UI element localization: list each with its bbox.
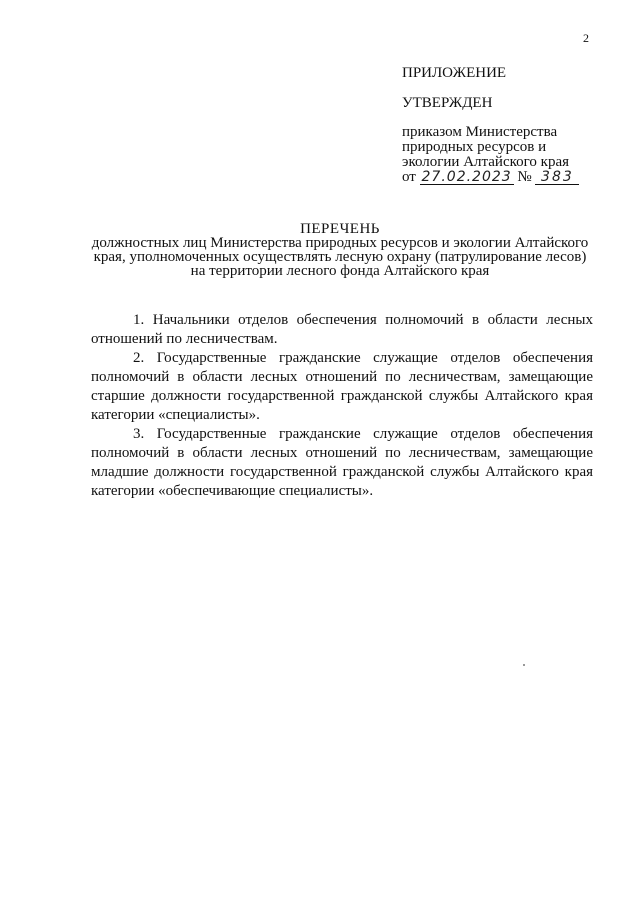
subtitle-line-1: должностных лиц Министерства природных ресурсов и экологии Алтайского [91,235,589,251]
handwritten-date: 27.02.2023 [421,169,512,185]
scan-artifact-dot [523,664,525,666]
approval-block [402,66,612,185]
order-line-3: экологии Алтайского края [402,154,570,170]
document-title: ПЕРЕЧЕНЬ [300,221,380,237]
subtitle-line-2: края, уполномоченных осуществлять лесную охрану (патрулирование лесов) [93,249,587,265]
order-line-1: приказом Министерства [402,124,558,140]
approved-label: УТВЕРЖДЕН [402,95,493,111]
handwritten-number: 383 [535,170,579,185]
date-number-row [402,170,612,185]
document-heading [80,222,600,278]
list-item-2: 2. Государственные гражданские служащие отделов обеспечения полномочий в области лесных отношений по лесничествам, замещающие старшие должности государственной гражданской службы Алтайского края категории «специалисты». [91,350,593,423]
list-item-1: 1. Начальники отделов обеспечения полномочий в области лесных отношений по лесничествам. [91,312,593,347]
number-sign: № [517,169,532,185]
appendix-label: ПРИЛОЖЕНИЕ [402,65,507,81]
document-body [91,311,593,501]
page-number: 2 [583,31,589,45]
date-prefix: от [402,169,416,185]
subtitle-line-3: на территории лесного фонда Алтайского края [190,263,490,279]
order-line-2: природных ресурсов и [402,139,547,155]
list-item-3: 3. Государственные гражданские служащие отделов обеспечения полномочий в области лесных отношений по лесничествам, замещающие младшие должности государственной гражданской службы Алтайского края категории «обеспечивающие специалисты». [91,426,593,499]
